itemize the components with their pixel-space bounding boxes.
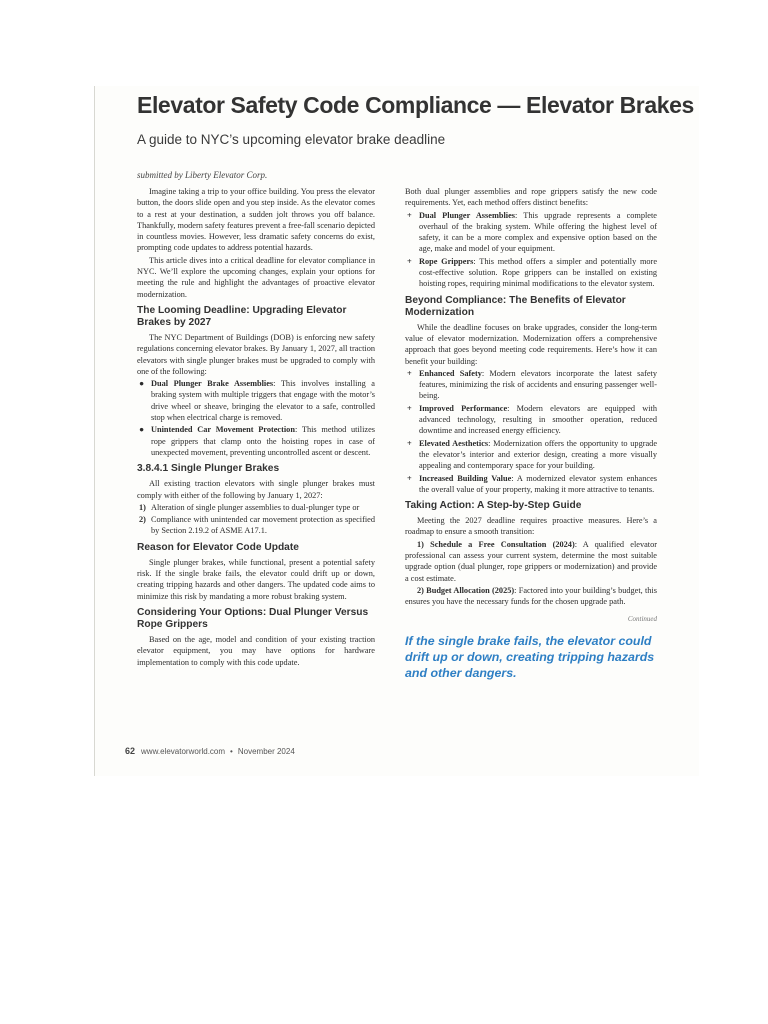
list-item-text: : This involves installing a braking system with multiple triggers that engage with the motor’s drive wheel or sheave, bringing the elevator to a safe, controlled stop when electrical charge is removed. <box>151 379 375 423</box>
intro-paragraph-1: Imagine taking a trip to your office building. You press the elevator button, the doors slide open and you step inside. As the elevator comes to a rest at your destination, a sudden jolt throws you off balance. Thankfully, modern safety features prevent a free-fall scenario depicted in countless movies. However, less dramatic safety concerns do exist, prompting code updates to address potential hazards. <box>137 187 375 253</box>
list-item <box>137 502 375 513</box>
list-item-text: : A modernized elevator system enhances the overall value of your property, making it more attractive to tenants. <box>419 473 657 494</box>
step-2-paragraph <box>405 585 657 608</box>
number-marker: 1) <box>139 502 146 512</box>
list-item-text: Compliance with unintended car movement protection as specified by Section 2.19.2 of ASME A17.1. <box>151 515 375 536</box>
list-item-label: Dual Plunger Brake Assemblies <box>151 379 274 389</box>
deadline-paragraph: The NYC Department of Buildings (DOB) is enforcing new safety regulations concerning elevator brakes. By January 1, 2027, all traction elevators with single plunger brakes must be upgraded to comply with one of the following: <box>137 332 375 376</box>
action-paragraph: Meeting the 2027 deadline requires proactive measures. Here’s a roadmap to ensure a smooth transition: <box>405 516 657 537</box>
number-marker: 2) <box>139 515 146 525</box>
step-2-text: : Factored into your building’s budget, this ensures you have the necessary funds for the chosen upgrade path. <box>405 585 657 607</box>
left-column <box>137 186 375 669</box>
article-title: Elevator Safety Code Compliance — Elevator Brakes <box>137 92 694 118</box>
list-item <box>405 473 657 496</box>
list-item-label: Enhanced Safety <box>419 368 482 378</box>
bullet-marker: ● <box>139 379 145 389</box>
step-1-text: : A qualified elevator professional can assess your current system, determine the most suitable upgrade option (dual plunger, rope grippers or modernization) and provide a cost estimate. <box>405 539 657 583</box>
pull-quote: If the single brake fails, the elevator could drift up or down, creating tripping hazards and other dangers. <box>405 633 655 680</box>
step-2-label: 2) Budget Allocation (2025) <box>417 585 515 595</box>
plus-marker: + <box>407 403 412 413</box>
plus-marker: + <box>407 256 412 266</box>
footer-issue: November 2024 <box>237 747 295 756</box>
heading-beyond-compliance: Beyond Compliance: The Benefits of Elevator Modernization <box>405 294 626 318</box>
continued-label: Continued <box>627 614 657 623</box>
beyond-paragraph: While the deadline focuses on brake upgrades, consider the long-term value of elevator modernization. Modernization offers a comprehensive approach that goes beyond meeting code requirements. Here’s how it can benefit your building: <box>405 322 657 366</box>
reason-paragraph: Single plunger brakes, while functional, present a potential safety risk. If the single brake fails, the elevator could drift up or down, creating tripping hazards and other dangers. The updated code aims to minimize this risk by mandating a more robust braking system. <box>137 557 375 601</box>
deadline-list <box>137 378 375 458</box>
list-item <box>137 514 375 537</box>
intro-paragraph-2: This article dives into a critical deadline for elevator compliance in NYC. We’ll explore the upcoming changes, explain your options for meeting the rule and highlight the advantages of proactive elevator modernization. <box>137 255 375 299</box>
single-plunger-list <box>137 502 375 537</box>
list-item <box>137 378 375 423</box>
list-item-text: : This method utilizes rope grippers that clamp onto the hoisting ropes in case of unexpected movement, preventing uncontrolled ascent or descent. <box>151 425 375 457</box>
list-item-label: Unintended Car Movement Protection <box>151 425 295 435</box>
plus-marker: + <box>407 473 412 483</box>
benefits-list <box>405 368 657 495</box>
list-item <box>405 438 657 472</box>
both-methods-paragraph: Both dual plunger assemblies and rope grippers satisfy the new code requirements. Yet, each method offers distinct benefits: <box>405 187 657 208</box>
right-column <box>405 186 657 681</box>
list-item-text: : Modern elevators are equipped with advanced technology, resulting in smoother operation, reduced downtime and increased energy efficiency. <box>419 403 657 436</box>
list-item <box>405 210 657 255</box>
list-item <box>137 424 375 458</box>
page-footer <box>125 746 295 756</box>
methods-list <box>405 210 657 290</box>
heading-single-plunger: 3.8.4.1 Single Plunger Brakes <box>137 463 280 475</box>
list-item-text: Alteration of single plunger assemblies to dual-plunger type or <box>151 502 360 512</box>
heading-options: Considering Your Options: Dual Plunger Versus Rope Grippers <box>137 606 369 630</box>
article-byline: submitted by Liberty Elevator Corp. <box>137 170 268 180</box>
list-item-text: : This method offers a simpler and potentially more cost-effective solution. Rope grippers can be installed on existing hoisting ropes, requiring minimal modifications to the elevator system. <box>419 256 658 289</box>
page-number: 62 <box>125 746 136 756</box>
list-item <box>405 403 657 437</box>
list-item <box>405 256 657 290</box>
heading-taking-action: Taking Action: A Step-by-Step Guide <box>405 500 582 512</box>
list-item <box>405 368 657 402</box>
list-item-text: : This upgrade represents a complete overhaul of the braking system. While offering the highest level of safety, it can be a more complex and expensive option based on the age, make and model of your equipment. <box>419 210 657 254</box>
options-paragraph: Based on the age, model and condition of your existing traction elevator equipment, you may have options for hardware implementation to comply with this code update. <box>137 634 375 667</box>
list-item-text: : Modernization offers the opportunity to upgrade the elevator’s interior and exterior design, creating a more visually appealing and contemporary space for your building. <box>419 438 658 471</box>
plus-marker: + <box>407 368 412 378</box>
list-item-label: Improved Performance <box>419 403 508 413</box>
footer-bullet: • <box>230 747 233 756</box>
footer-site: www.elevatorworld.com <box>141 747 226 756</box>
step-1-label: 1) Schedule a Free Consultation (2024) <box>417 539 575 549</box>
list-item-text: : Modern elevators incorporate the latest safety features, minimizing the risk of accidents and ensuring passenger well-being. <box>419 368 657 401</box>
single-plunger-paragraph: All existing traction elevators with single plunger brakes must comply with either of the following by January 1, 2027: <box>137 479 375 500</box>
bullet-marker: ● <box>139 425 145 435</box>
list-item-label: Elevated Aesthetics <box>419 438 489 448</box>
step-1-paragraph <box>405 539 657 584</box>
list-item-label: Increased Building Value <box>419 473 512 483</box>
article-subtitle: A guide to NYC’s upcoming elevator brake deadline <box>137 132 446 147</box>
list-item-label: Rope Grippers <box>419 256 474 266</box>
heading-looming-deadline: The Looming Deadline: Upgrading Elevator Brakes by 2027 <box>137 304 347 328</box>
list-item-label: Dual Plunger Assemblies <box>419 210 515 220</box>
heading-reason: Reason for Elevator Code Update <box>137 541 299 553</box>
magazine-page <box>94 86 699 776</box>
plus-marker: + <box>407 210 412 220</box>
plus-marker: + <box>407 438 412 448</box>
